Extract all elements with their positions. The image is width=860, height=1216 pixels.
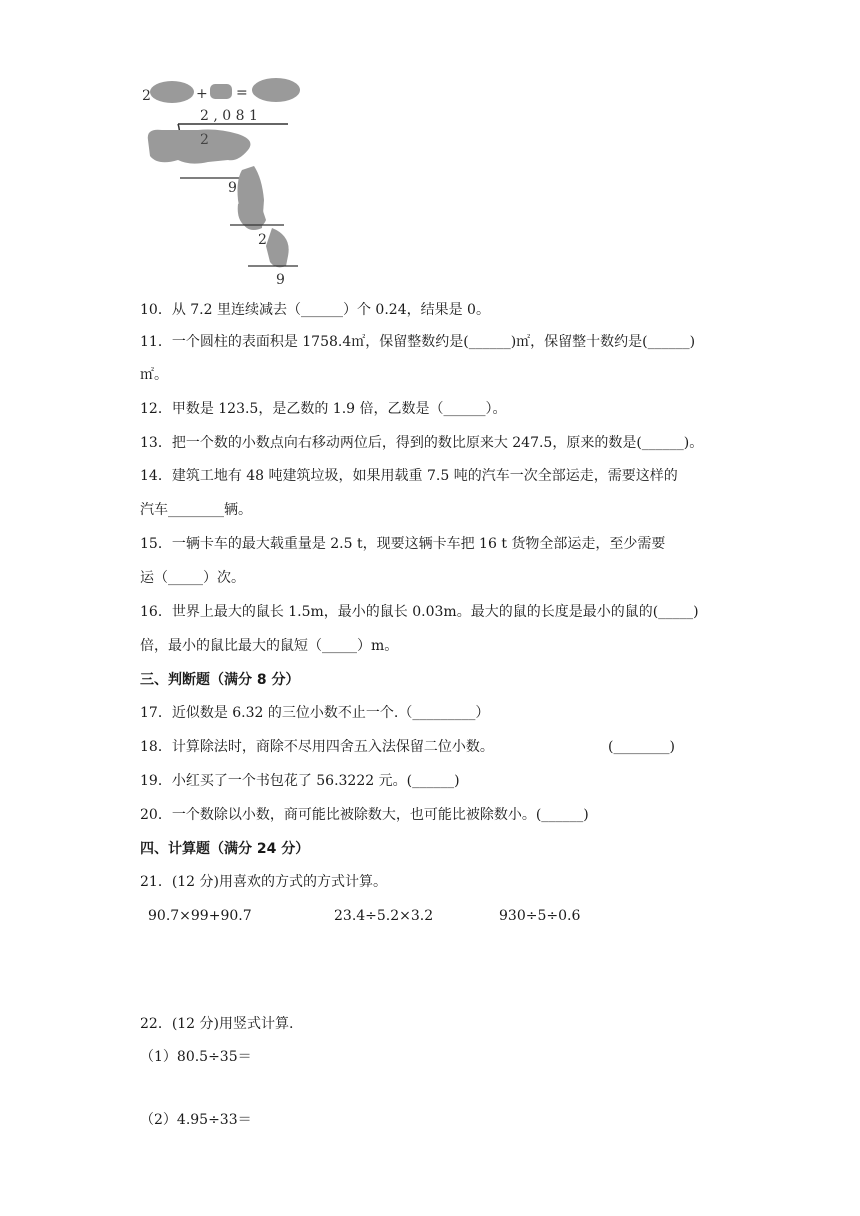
question-17: 17．近似数是 6.32 的三位小数不止一个.（_________） [140, 705, 490, 721]
figure-eq-equals: = [236, 85, 248, 101]
question-15: 15．一辆卡车的最大载重量是 2.5 t，现要这辆卡车把 16 t 货物全部运走，至少需要 [140, 536, 666, 552]
question-21: 21．(12 分)用喜欢的方式的方式计算。 [140, 874, 388, 890]
question-18-blank: (________) [608, 739, 675, 755]
svg-text:9: 9 [276, 272, 285, 288]
svg-text:2: 2 [258, 232, 267, 248]
section-4-title: 四、计算题（满分 24 分） [140, 841, 310, 857]
ink-blot-2 [210, 84, 232, 99]
ink-blot-1 [150, 81, 194, 103]
calc-item: 930÷5÷0.6 [499, 908, 581, 924]
calc-item: 23.4÷5.2×3.2 [334, 908, 434, 924]
figure-eq-digit: 2 [142, 88, 151, 104]
question-15-cont: 运（_____）次。 [140, 570, 245, 586]
question-12: 12．甲数是 123.5，是乙数的 1.9 倍，乙数是（______）。 [140, 401, 507, 417]
question-14-cont: 汽车________辆。 [140, 502, 252, 518]
figure-quotient: 2 , 0 8 1 [200, 108, 258, 124]
question-16-cont: 倍，最小的鼠比最大的鼠短（_____）m。 [140, 638, 399, 654]
question-22-2: （2）4.95÷33＝ [140, 1112, 252, 1128]
question-14: 14．建筑工地有 48 吨建筑垃圾，如果用载重 7.5 吨的汽车一次全部运走，需要这样的 [140, 468, 678, 484]
question-22-1: （1）80.5÷35＝ [140, 1049, 252, 1065]
svg-text:2: 2 [200, 132, 209, 148]
question-18: 18．计算除法时，商除不尽用四舍五入法保留二位小数。 [140, 739, 494, 755]
question-10: 10．从 7.2 里连续减去（______）个 0.24，结果是 0。 [140, 302, 490, 318]
question-11: 11．一个圆柱的表面积是 1758.4㎡，保留整数约是(______)㎡，保留整十数约是(______) [140, 334, 696, 350]
calc-item: 90.7×99+90.7 [148, 908, 252, 924]
ink-blot-3 [252, 78, 300, 102]
question-20: 20．一个数除以小数，商可能比被除数大，也可能比被除数小。(______) [140, 807, 589, 823]
question-19: 19．小红买了一个书包花了 56.3222 元。(______) [140, 773, 460, 789]
stained-division-figure [138, 70, 308, 290]
svg-text:9: 9 [228, 180, 237, 196]
question-16: 16．世界上最大的鼠长 1.5m，最小的鼠长 0.03m。最大的鼠的长度是最小的鼠的(_____) [140, 604, 699, 620]
figure-eq-plus: + [196, 86, 208, 102]
question-11-cont: ㎡。 [140, 367, 168, 383]
question-22: 22．(12 分)用竖式计算. [140, 1016, 294, 1032]
question-13: 13．把一个数的小数点向右移动两位后，得到的数比原来大 247.5，原来的数是(______)。 [140, 435, 704, 451]
section-3-title: 三、判断题（满分 8 分） [140, 672, 300, 688]
